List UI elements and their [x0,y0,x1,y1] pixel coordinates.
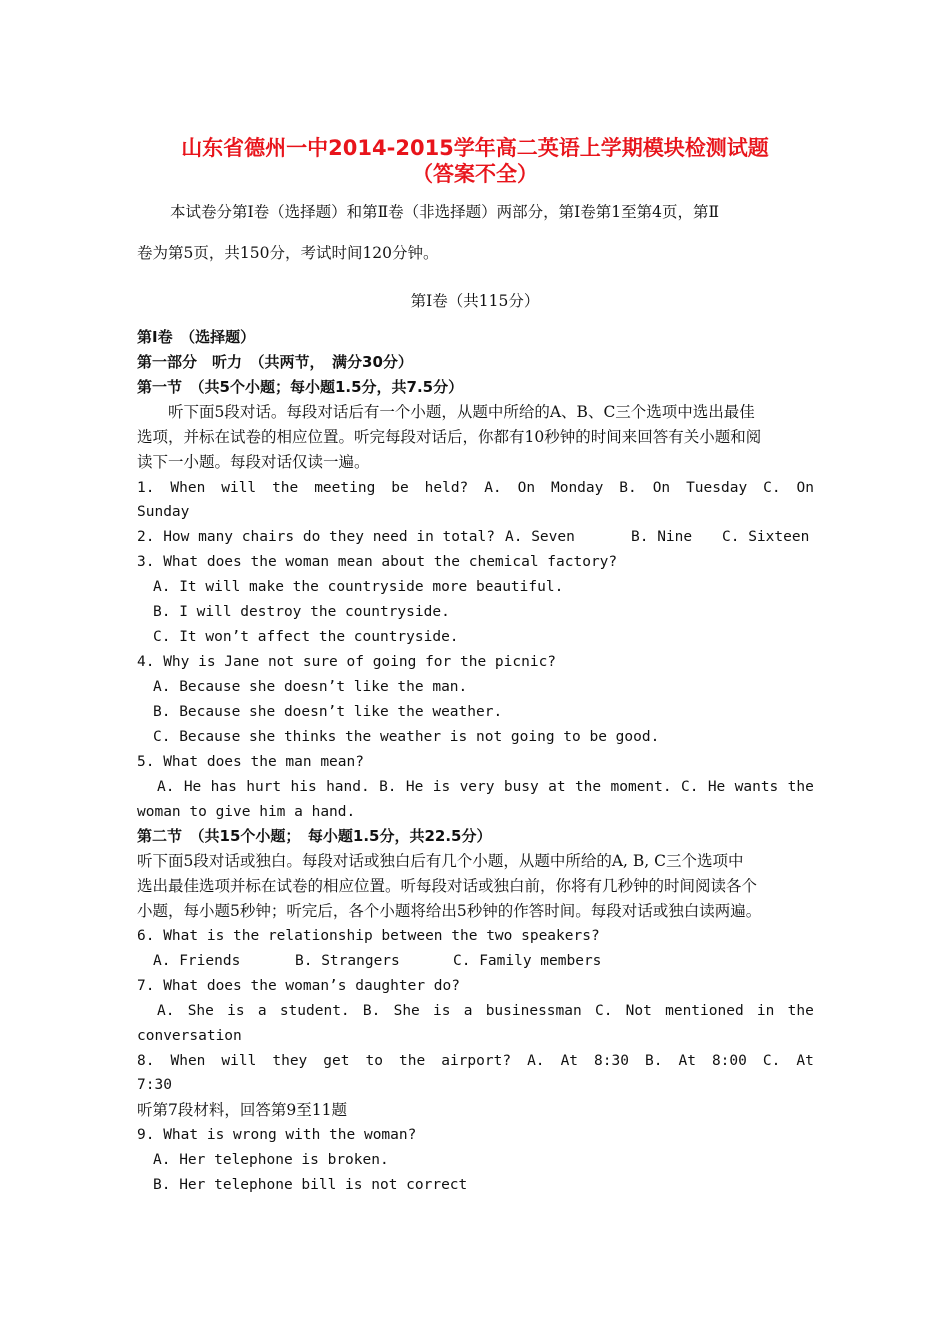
q1-word: When [170,480,206,496]
q5-word: He [707,779,726,795]
q8-word: When [170,1053,206,1069]
q5-word: B. [379,779,397,795]
question-7-options [157,1000,814,1022]
q1-word: C. [763,480,781,496]
q1-word: Tuesday [686,480,748,496]
q1-word: Monday [550,480,604,496]
q1-word: On [517,480,536,496]
q6-option-b: B. Strangers [295,953,400,969]
q2-stem: 2. How many chairs do they need in total? [137,529,495,545]
q5-word: He [183,779,202,795]
q7-word: Not [625,1003,652,1019]
q9-option-b: B. Her telephone bill is not correct [153,1177,468,1193]
q7-word: a [463,1003,473,1019]
q8-word: At [678,1053,696,1069]
q2-option-c: C. Sixteen [722,529,810,545]
q8-word: will [221,1053,257,1069]
q2-option-a: A. Seven [505,529,575,545]
q8-word: At [560,1053,579,1069]
q8-word: 8. [137,1053,155,1069]
q5-word: A. [157,779,175,795]
q5-word: He [405,779,424,795]
volume-label: 第Ⅰ卷 （选择题） [137,328,256,346]
q7-word: is [433,1003,451,1019]
q5-word: busy [503,779,539,795]
q7-word: B. [362,1003,381,1019]
question-8-continuation: 7:30 [137,1077,172,1093]
intro-line-1: 本试卷分第Ⅰ卷（选择题）和第Ⅱ卷（非选择题）两部分，第Ⅰ卷第1至第4页，第Ⅱ [170,203,720,221]
question-3-stem: 3. What does the woman mean about the chemical factory? [137,554,618,570]
question-7-stem: 7. What does the woman’s daughter do? [137,978,461,994]
q7-word: in [756,1003,775,1019]
q1-word: the [272,480,299,496]
q1-word: On [796,480,814,496]
q8-word: C. [762,1053,781,1069]
q8-word: they [272,1053,308,1069]
q5-word: his [290,779,317,795]
q7-word: She [187,1003,214,1019]
q7-word: student. [279,1003,350,1019]
q3-option-b: B. I will destroy the countryside. [153,604,450,620]
question-9-stem: 9. What is wrong with the woman? [137,1127,417,1143]
q4-option-c: C. Because she thinks the weather is not going to be good. [153,729,660,745]
intro-line-2: 卷为第5页，共150分，考试时间120分钟。 [137,244,439,262]
q3-option-c: C. It won’t affect the countryside. [153,629,459,645]
q4-option-b: B. Because she doesn’t like the weather. [153,704,503,720]
q1-word: A. [484,480,502,496]
q5-word: C. [680,779,699,795]
q1-word: be [391,480,409,496]
q1-word: B. [619,480,637,496]
q8-word: 8:00 [711,1053,747,1069]
q7-word: C. [594,1003,613,1019]
q1-word: held? [424,480,469,496]
question-5-options [157,776,814,798]
sec1-instruction-line: 读下一小题。每段对话仅读一遍。 [137,453,370,471]
q7-word: is [227,1003,245,1019]
q5-word: moment. [610,779,672,795]
question-7-continuation: conversation [137,1028,242,1044]
q7-word: She [393,1003,420,1019]
part1-heading: 第一部分 听力 （共两节， 满分30分） [137,353,413,371]
q1-word: meeting [314,480,376,496]
q5-word: is [432,779,451,795]
q7-word: the [787,1003,814,1019]
question-5-stem: 5. What does the man mean? [137,754,364,770]
question-1-continuation: Sunday [137,504,190,520]
sec2-instruction-line: 选出最佳选项并标在试卷的相应位置。听每段对话或独白前，你将有几秒钟的时间阅读各个 [137,877,758,895]
q1-word: On [652,480,671,496]
q5-word: at [548,779,566,795]
q6-option-a: A. Friends [153,953,241,969]
q8-word: At [796,1053,814,1069]
sec2-instruction-line: 听下面5段对话或独白。每段对话或独白后有几个小题，从题中所给的A, B, C三个选项中 [137,852,744,870]
sec1-instruction-line: 选项，并标在试卷的相应位置。听完每段对话后，你都有10秒钟的时间来回答有关小题和阅 [137,428,762,446]
q5-word: the [574,779,602,795]
section2-heading: 第二节 （共15个小题； 每小题1.5分，共22.5分） [137,827,492,845]
q8-word: the [399,1053,426,1069]
q3-option-a: A. It will make the countryside more beautiful. [153,579,564,595]
section1-heading: 第一节 （共5个小题；每小题1.5分，共7.5分） [137,378,464,396]
q5-word: hand. [326,779,370,795]
q7-word: businessman [485,1003,582,1019]
q8-word: airport? [441,1053,512,1069]
q7-word: a [257,1003,267,1019]
q2-option-b: B. Nine [631,529,693,545]
q8-word: 8:30 [594,1053,629,1069]
q5-word: hurt [246,779,282,795]
volume-heading: 第Ⅰ卷（共115分） [410,292,540,310]
q8-word: get [323,1053,350,1069]
q5-word: the [787,779,814,795]
q5-word: has [210,779,237,795]
question-2 [137,526,495,548]
question-8 [137,1050,814,1072]
q7-word: mentioned [665,1003,744,1019]
q8-word: B. [644,1053,663,1069]
q8-word: to [365,1053,383,1069]
sec2-instruction-line: 小题，每小题5秒钟；听完后，各个小题将给出5秒钟的作答时间。每段对话或独白读两遍。 [137,902,762,920]
document-title: 山东省德州一中2014-2015学年高二英语上学期模块检测试题 [181,136,769,160]
q1-word: 1. [137,480,155,496]
q9-option-a: A. Her telephone is broken. [153,1152,389,1168]
q1-word: will [221,480,257,496]
q6-option-c: C. Family members [453,953,602,969]
q7-word: A. [157,1003,175,1019]
question-1 [137,477,814,499]
document-subtitle: （答案不全） [412,162,538,186]
question-5-continuation: woman to give him a hand. [137,804,356,820]
q8-word: A. [527,1053,545,1069]
q4-option-a: A. Because she doesn’t like the man. [153,679,468,695]
question-6-stem: 6. What is the relationship between the two speakers? [137,928,600,944]
question-4-stem: 4. Why is Jane not sure of going for the picnic? [137,654,557,670]
material-7-label: 听第7段材料，回答第9至11题 [137,1101,347,1119]
q5-word: very [459,779,495,795]
sec1-instruction-line: 听下面5段对话。每段对话后有一个小题，从题中所给的A、B、C三个选项中选出最佳 [137,403,755,421]
q5-word: wants [734,779,779,795]
